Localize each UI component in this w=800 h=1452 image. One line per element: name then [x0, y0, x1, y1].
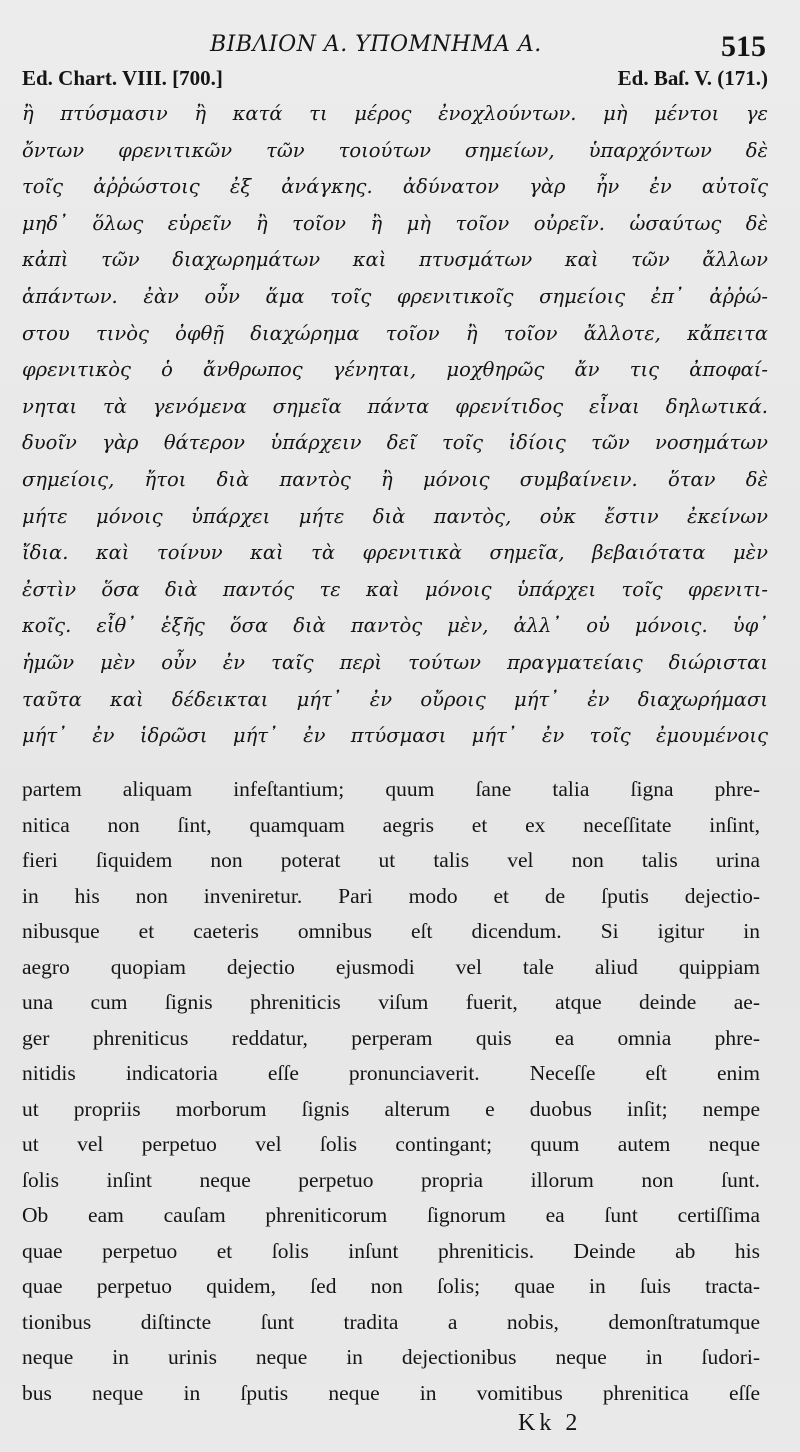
latin-line: nitica non ſint, quamquam aegris et ex neceſſitate inſint, — [22, 812, 760, 837]
latin-line: in his non inveniretur. Pari modo et de ſputis dejectio- — [22, 883, 760, 908]
greek-line: μήτε μόνοις ὑπάρχει μήτε διὰ παντὸς, οὐκ ἔστιν ἐκείνων — [22, 504, 768, 528]
chartier-edition-ref: Ed. Chart. VIII. [700.] — [22, 66, 223, 90]
latin-text-block — [22, 772, 760, 1411]
latin-line: ſolis inſint neque perpetuo propria illorum non ſunt. — [22, 1167, 760, 1192]
basel-edition-ref: Ed. Baſ. V. (171.) — [617, 66, 768, 90]
greek-line: δυοῖν γὰρ θάτερον ὑπάρχειν δεῖ τοῖς ἰδίοις τῶν νοσημάτων — [22, 431, 768, 455]
greek-line: νηται τὰ γενόμενα σημεῖα πάντα φρενίτιδος εἶναι δηλωτικά. — [22, 394, 768, 418]
greek-text-block — [22, 96, 768, 755]
latin-line: Ob eam cauſam phreniticorum ſignorum ea ſunt certiſſima — [22, 1203, 760, 1227]
latin-line: aegro quopiam dejectio ejusmodi vel tale aliud quippiam — [22, 954, 760, 979]
latin-line: neque in urinis neque in dejectionibus neque in ſudori- — [22, 1345, 760, 1369]
greek-line: μήτ᾽ ἐν ἱδρῶσι μήτ᾽ ἐν πτύσμασι μήτ᾽ ἐν τοῖς ἐμουμένοις — [22, 724, 768, 748]
latin-line: una cum ſignis phreniticis viſum fuerit, atque deinde ae- — [22, 990, 760, 1014]
greek-line: κοῖς. εἶθ᾽ ἑξῆς ὅσα διὰ παντὸς μὲν, ἀλλ᾽ οὐ μόνοις. ὑφ᾽ — [22, 614, 768, 638]
greek-line: ἁπάντων. ἐὰν οὖν ἅμα τοῖς φρενιτικοῖς σημείοις ἐπ᾽ ἀῤῥώ- — [22, 284, 768, 308]
running-title: ΒΙΒΛΙΟΝ Α. ΥΠΟΜΝΗΜΑ Α. — [210, 32, 542, 57]
latin-line: ger phreniticus reddatur, perperam quis ea omnia phre- — [22, 1025, 760, 1050]
greek-line: ἡμῶν μὲν οὖν ἐν ταῖς περὶ τούτων πραγματείαις διώρισται — [22, 650, 768, 674]
latin-line: nitidis indicatoria eſſe pronunciaverit. Neceſſe eſt enim — [22, 1061, 760, 1085]
greek-line: ἴδια. καὶ τοίνυν καὶ τὰ φρενιτικὰ σημεῖα, βεβαιότατα μὲν — [22, 541, 768, 565]
latin-line: nibusque et caeteris omnibus eſt dicendum. Si igitur in — [22, 919, 760, 943]
edition-references — [22, 66, 768, 96]
greek-line: φρενιτικὸς ὁ ἄνθρωπος γένηται, μοχθηρῶς ἄν τις ἀποφαί- — [22, 358, 768, 382]
latin-line: quae perpetuo et ſolis inſunt phreniticis. Deinde ab his — [22, 1238, 760, 1263]
latin-line: tionibus diſtincte ſunt tradita a nobis, demonſtratumque — [22, 1309, 760, 1334]
greek-line: τοῖς ἀῤῥώστοις ἐξ ἀνάγκης. ἀδύνατον γὰρ ἦν ἐν αὐτοῖς — [22, 175, 768, 199]
greek-line: σημείοις, ἤτοι διὰ παντὸς ἢ μόνοις συμβαίνειν. ὅταν δὲ — [22, 467, 768, 491]
latin-line: quae perpetuo quidem, ſed non ſolis; quae in ſuis tracta- — [22, 1274, 760, 1298]
greek-line: ὄντων φρενιτικῶν τῶν τοιούτων σημείων, ὑπαρχόντων δὲ — [22, 138, 768, 162]
latin-line: ut propriis morborum ſignis alterum e duobus inſit; nempe — [22, 1096, 760, 1121]
page-number: 515 — [721, 30, 766, 63]
latin-line: fieri ſiquidem non poterat ut talis vel non talis urina — [22, 848, 760, 872]
latin-line: bus neque in ſputis neque in vomitibus phrenitica eſſe — [22, 1380, 760, 1405]
greek-line: ἢ πτύσμασιν ἢ κατά τι μέρος ἐνοχλούντων. μὴ μέντοι γε — [22, 102, 768, 125]
latin-line: ut vel perpetuo vel ſolis contingant; quum autem neque — [22, 1132, 760, 1156]
signature-mark: Kk 2 — [518, 1410, 582, 1436]
greek-line: μηδ᾽ ὅλως εὑρεῖν ἢ τοῖον ἢ μὴ τοῖον οὐρεῖν. ὡσαύτως δὲ — [22, 211, 768, 235]
greek-line: στου τινὸς ὀφθῇ διαχώρημα τοῖον ἢ τοῖον ἄλλοτε, κἄπειτα — [22, 321, 768, 345]
latin-line: partem aliquam infeſtantium; quum ſane talia ſigna phre- — [22, 777, 760, 801]
running-head — [0, 30, 800, 70]
greek-line: ἐστὶν ὅσα διὰ παντός τε καὶ μόνοις ὑπάρχει τοῖς φρενιτι- — [22, 577, 768, 601]
greek-line: ταῦτα καὶ δέδεικται μήτ᾽ ἐν οὔροις μήτ᾽ ἐν διαχωρήμασι — [22, 687, 768, 711]
greek-line: κἀπὶ τῶν διαχωρημάτων καὶ πτυσμάτων καὶ τῶν ἄλλων — [22, 248, 768, 272]
